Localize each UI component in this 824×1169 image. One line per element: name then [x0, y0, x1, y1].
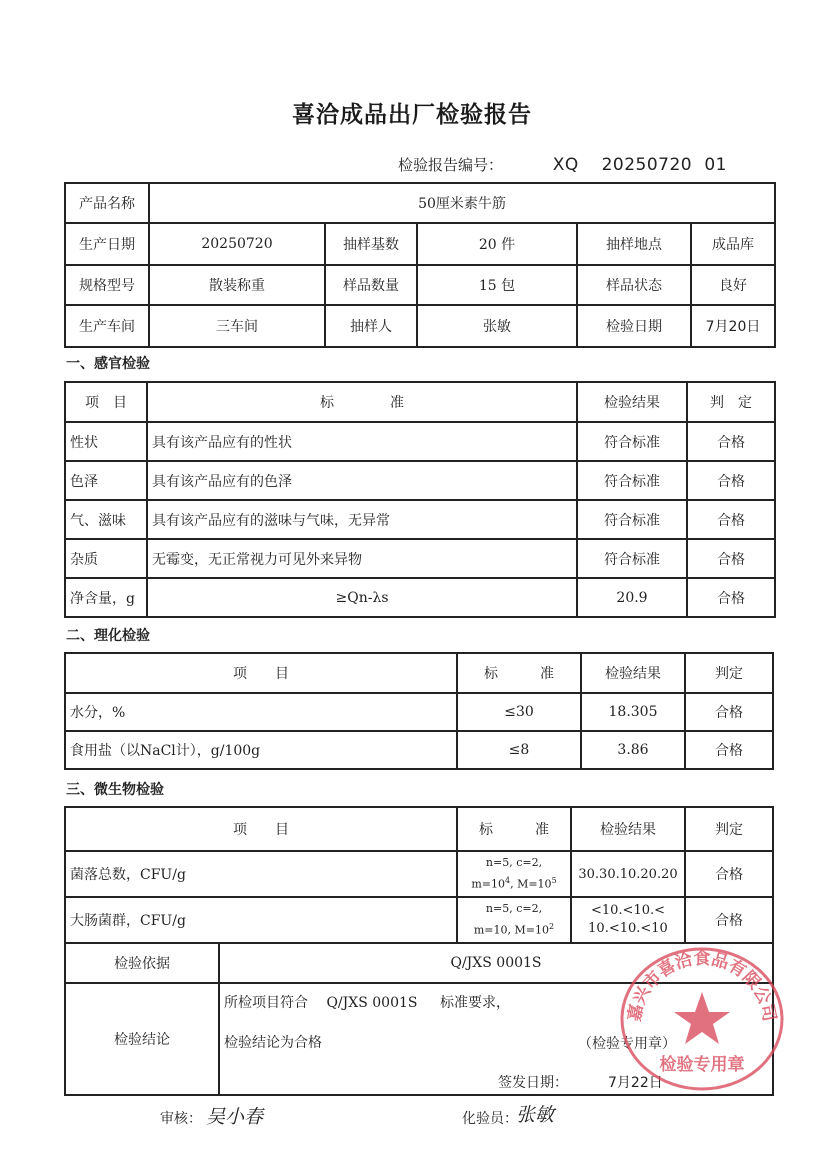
sensory-standard: 具有该产品应有的色泽 [147, 461, 577, 500]
basis: Q/JXS 0001S [219, 943, 773, 983]
report-number-date: 20250720 [601, 155, 693, 175]
sensory-standard: 具有该产品应有的性状 [147, 422, 577, 461]
physchem-header-item: 项 目 [65, 653, 457, 693]
micro-result [571, 897, 685, 943]
micro-header-item: 项 目 [65, 807, 457, 851]
micro-item: 菌落总数，CFU/g [65, 851, 457, 897]
workshop: 三车间 [149, 305, 325, 347]
sensory-verdict: 合格 [687, 539, 775, 578]
physchem-item: 水分，% [65, 693, 457, 731]
report-number-label: 检验报告编号： [398, 156, 504, 174]
sensory-result: 20.9 [577, 578, 687, 617]
sensory-verdict: 合格 [687, 422, 775, 461]
product-name: 50厘米素牛筋 [149, 183, 775, 223]
micro-header-result: 检验结果 [571, 807, 685, 851]
stamp-center-text: 检验专用章 [659, 1055, 745, 1075]
product-name-label: 产品名称 [65, 183, 149, 223]
micro-header-standard: 标 准 [457, 807, 571, 851]
micro-standard-line2: $m=10^4$, $M=10^5$ [471, 876, 557, 891]
micro-verdict: 合格 [685, 851, 773, 897]
physchem-heading: 二、理化检验 [66, 628, 150, 644]
prod-date-label: 生产日期 [65, 223, 149, 265]
table-row [65, 897, 773, 943]
sampler-label: 抽样人 [325, 305, 417, 347]
sensory-standard: ≥Qn-λs [147, 578, 577, 617]
physchem-result: 3.86 [581, 731, 685, 769]
sensory-result: 符合标准 [577, 500, 687, 539]
micro-verdict: 合格 [685, 897, 773, 943]
table-row [65, 539, 775, 578]
sensory-header-verdict: 判 定 [687, 382, 775, 422]
micro-standard [457, 897, 571, 943]
sensory-verdict: 合格 [687, 461, 775, 500]
sensory-verdict: 合格 [687, 500, 775, 539]
physchem-header-verdict: 判定 [685, 653, 773, 693]
micro-item: 大肠菌群，CFU/g [65, 897, 457, 943]
inspector-label: 化验员： [462, 1111, 518, 1127]
prod-date: 20250720 [149, 223, 325, 265]
inspection-stamp [618, 944, 786, 1094]
physchem-standard: ≤30 [457, 693, 581, 731]
workshop-label: 生产车间 [65, 305, 149, 347]
seal-note: （检验专用章） [578, 1036, 676, 1052]
sample-base-label: 抽样基数 [325, 223, 417, 265]
reviewer-signature: 吴小春 [206, 1106, 264, 1128]
sample-qty-label: 样品数量 [325, 265, 417, 305]
micro-standard-line1: n=5, c=2, [485, 856, 543, 870]
micro-header-verdict: 判定 [685, 807, 773, 851]
sensory-item: 气、滋味 [65, 500, 147, 539]
micro-standard-line1: n=5, c=2, [485, 902, 543, 916]
issue-date-label: 签发日期： [498, 1075, 568, 1091]
micro-result: 30.30.10.20.20 [571, 851, 685, 897]
inspector-signature: 张敏 [516, 1104, 555, 1126]
basis-label: 检验依据 [65, 943, 219, 983]
sensory-item: 色泽 [65, 461, 147, 500]
star-icon [674, 992, 730, 1044]
table-row [65, 500, 775, 539]
sample-qty: 15 包 [417, 265, 577, 305]
report-title: 喜洽成品出厂检验报告 [292, 102, 532, 128]
sensory-verdict: 合格 [687, 578, 775, 617]
micro-standard-line2: m=10, $M=10^2$ [473, 922, 555, 937]
sample-place: 成品库 [691, 223, 775, 265]
micro-result-line2: 10.<10.<10 [588, 921, 668, 936]
issue-date: 7月22日 [608, 1075, 663, 1091]
physchem-verdict: 合格 [685, 731, 773, 769]
physchem-table [64, 652, 774, 770]
conclusion-line1: 所检项目符合 Q/JXS 0001S 标准要求， [224, 995, 510, 1011]
sensory-result: 符合标准 [577, 539, 687, 578]
sample-base: 20 件 [417, 223, 577, 265]
table-row [65, 461, 775, 500]
table-row [65, 578, 775, 617]
sample-state-label: 样品状态 [577, 265, 691, 305]
sensory-item: 性状 [65, 422, 147, 461]
physchem-result: 18.305 [581, 693, 685, 731]
conclusion-line2: 检验结论为合格 [224, 1035, 322, 1051]
table-row [65, 731, 773, 769]
table-row [65, 422, 775, 461]
conclusion-label: 检验结论 [65, 983, 219, 1095]
physchem-verdict: 合格 [685, 693, 773, 731]
test-date: 7月20日 [691, 305, 775, 347]
spec-label: 规格型号 [65, 265, 149, 305]
micro-result-line1: <10.<10.< [590, 903, 666, 918]
product-info-table [64, 182, 776, 348]
sensory-result: 符合标准 [577, 422, 687, 461]
report-number [398, 154, 727, 175]
micro-standard [457, 851, 571, 897]
sampler: 张敏 [417, 305, 577, 347]
physchem-item: 食用盐（以NaCl计），g/100g [65, 731, 457, 769]
sample-place-label: 抽样地点 [577, 223, 691, 265]
report-number-serial: 01 [704, 155, 727, 175]
sensory-result: 符合标准 [577, 461, 687, 500]
report-number-prefix: XQ [552, 155, 579, 175]
test-date-label: 检验日期 [577, 305, 691, 347]
sample-state: 良好 [691, 265, 775, 305]
micro-heading: 三、微生物检验 [66, 782, 164, 798]
sensory-heading: 一、感官检验 [66, 356, 150, 372]
spec: 散装称重 [149, 265, 325, 305]
sensory-item: 净含量，g [65, 578, 147, 617]
stamp-ring-text: 嘉兴市喜洽食品有限公司 [624, 948, 780, 1024]
sensory-header-standard: 标 准 [147, 382, 577, 422]
reviewer-label: 审核： [160, 1111, 202, 1127]
sensory-header-result: 检验结果 [577, 382, 687, 422]
table-row [65, 851, 773, 897]
sensory-item: 杂质 [65, 539, 147, 578]
sensory-table [64, 381, 776, 618]
physchem-standard: ≤8 [457, 731, 581, 769]
sensory-standard: 具有该产品应有的滋味与气味，无异常 [147, 500, 577, 539]
physchem-header-result: 检验结果 [581, 653, 685, 693]
sensory-standard: 无霉变，无正常视力可见外来异物 [147, 539, 577, 578]
table-row [65, 693, 773, 731]
sensory-header-item: 项 目 [65, 382, 147, 422]
physchem-header-standard: 标 准 [457, 653, 581, 693]
